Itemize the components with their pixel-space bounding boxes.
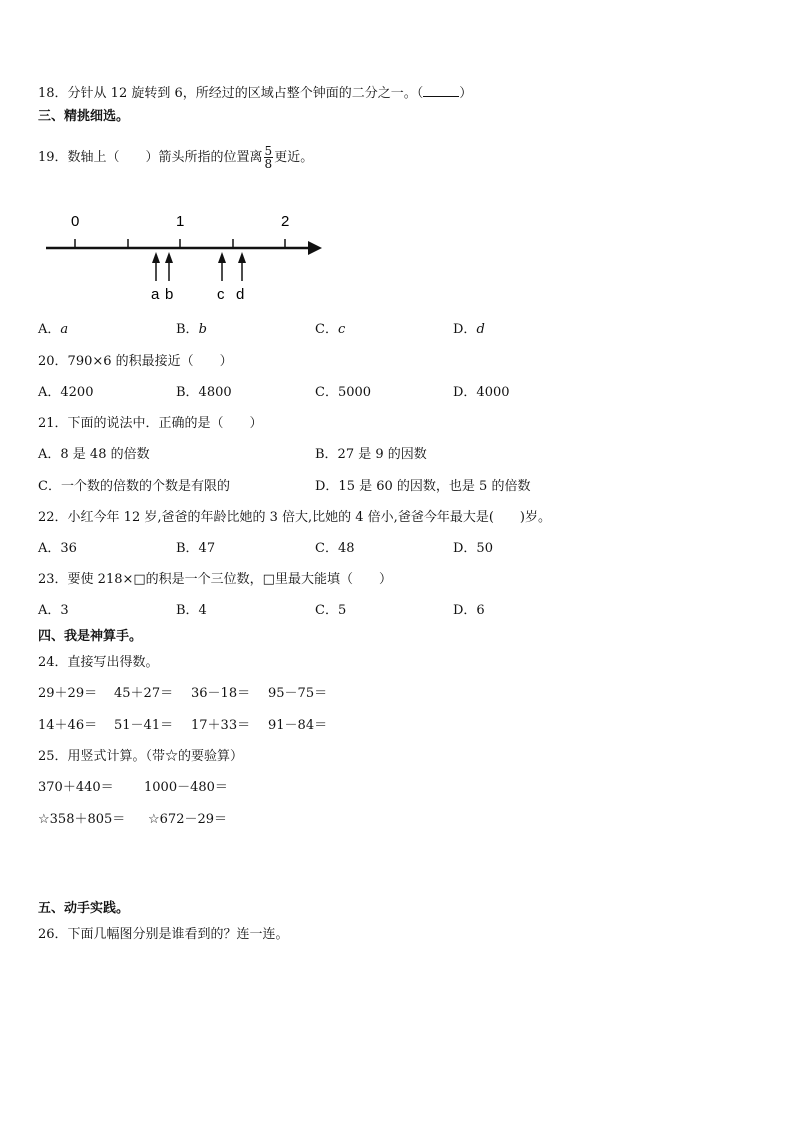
fraction-numerator: 5: [264, 144, 273, 158]
number-line-figure: [40, 205, 330, 310]
section-4-heading: 四、我是神算手。: [38, 629, 143, 644]
option-c[interactable]: [315, 322, 345, 338]
question-18-close: ）: [459, 86, 473, 101]
fraction: [264, 145, 274, 170]
calc-item: 36－18＝: [191, 686, 251, 701]
question-18: [38, 84, 472, 102]
option-d[interactable]: D．15 是 60 的因数，也是 5 的倍数: [315, 479, 531, 494]
calc-item: 370＋440＝: [38, 780, 114, 795]
option-b[interactable]: B．4: [176, 603, 207, 618]
arrow-label-b: b: [165, 286, 174, 303]
arrow-a-head: [152, 252, 160, 263]
question-22: 22．小红今年 12 岁,爸爸的年龄比她的 3 倍大,比她的 4 倍小,爸爸今年最大是( )岁。: [38, 510, 551, 525]
question-20: 20．790×6 的积最接近（ ）: [38, 354, 233, 369]
arrow-label-c: c: [217, 286, 225, 303]
option-b[interactable]: B．27 是 9 的因数: [315, 447, 427, 462]
option-b[interactable]: B．47: [176, 541, 216, 556]
calc-item: 17＋33＝: [191, 718, 251, 733]
calc-item: 14＋46＝: [38, 718, 98, 733]
option-c[interactable]: C．48: [315, 541, 355, 556]
section-5-heading: 五、动手实践。: [38, 901, 130, 916]
option-d[interactable]: D．4000: [453, 385, 510, 400]
option-a[interactable]: A．8 是 48 的倍数: [38, 447, 150, 462]
axis-arrowhead: [308, 241, 322, 255]
option-a[interactable]: A．4200: [38, 385, 94, 400]
option-a[interactable]: A．36: [38, 541, 77, 556]
calc-item: 95－75＝: [268, 686, 328, 701]
arrow-d-head: [238, 252, 246, 263]
question-21: 21．下面的说法中．正确的是（ ）: [38, 416, 263, 431]
option-c[interactable]: C．一个数的倍数的个数是有限的: [38, 479, 230, 494]
question-24: 24．直接写出得数。: [38, 655, 159, 670]
arrow-c-head: [218, 252, 226, 263]
tick-label-2: 2: [281, 213, 290, 230]
option-value: c: [337, 322, 346, 337]
tick-label-0: 0: [71, 213, 80, 230]
option-a[interactable]: [38, 322, 68, 338]
question-18-text: 18．分针从 12 旋转到 6，所经过的区域占整个钟面的二分之一。（: [38, 86, 424, 101]
option-value: b: [198, 322, 207, 337]
calc-item: 51－41＝: [114, 718, 174, 733]
option-value: a: [60, 322, 69, 337]
tick-label-1: 1: [176, 213, 185, 230]
arrow-label-a: a: [151, 286, 160, 303]
question-19-pre: 19．数轴上（ ）箭头所指的位置离: [38, 150, 263, 165]
calc-item: ☆358＋805＝: [38, 812, 126, 827]
option-d[interactable]: D．50: [453, 541, 493, 556]
calc-item: 29＋29＝: [38, 686, 98, 701]
calc-item: 1000－480＝: [144, 780, 228, 795]
option-value: d: [476, 322, 485, 337]
answer-blank[interactable]: [423, 84, 459, 97]
calc-item: 45＋27＝: [114, 686, 174, 701]
option-b[interactable]: [176, 322, 207, 338]
arrow-b-head: [165, 252, 173, 263]
fraction-denominator: 8: [264, 157, 273, 171]
calc-item: ☆672－29＝: [148, 812, 228, 827]
question-19-post: 更近。: [274, 150, 314, 165]
calc-item: 91－84＝: [268, 718, 328, 733]
option-key: D．: [453, 322, 477, 337]
arrow-label-d: d: [236, 286, 245, 303]
question-23: 23．要使 218×□的积是一个三位数，□里最大能填（ ）: [38, 572, 392, 587]
option-d[interactable]: [453, 322, 485, 338]
option-a[interactable]: A．3: [38, 603, 69, 618]
question-26: 26．下面几幅图分别是谁看到的？连一连。: [38, 927, 289, 942]
option-b[interactable]: B．4800: [176, 385, 232, 400]
section-3-heading: 三、精挑细选。: [38, 109, 130, 124]
question-19: [38, 143, 313, 173]
option-c[interactable]: C．5000: [315, 385, 372, 400]
option-c[interactable]: C．5: [315, 603, 347, 618]
question-25: 25．用竖式计算。（带☆的要验算）: [38, 749, 244, 764]
option-d[interactable]: D．6: [453, 603, 485, 618]
option-key: C．: [315, 322, 338, 337]
option-key: B．: [176, 322, 199, 337]
option-key: A．: [38, 322, 61, 337]
